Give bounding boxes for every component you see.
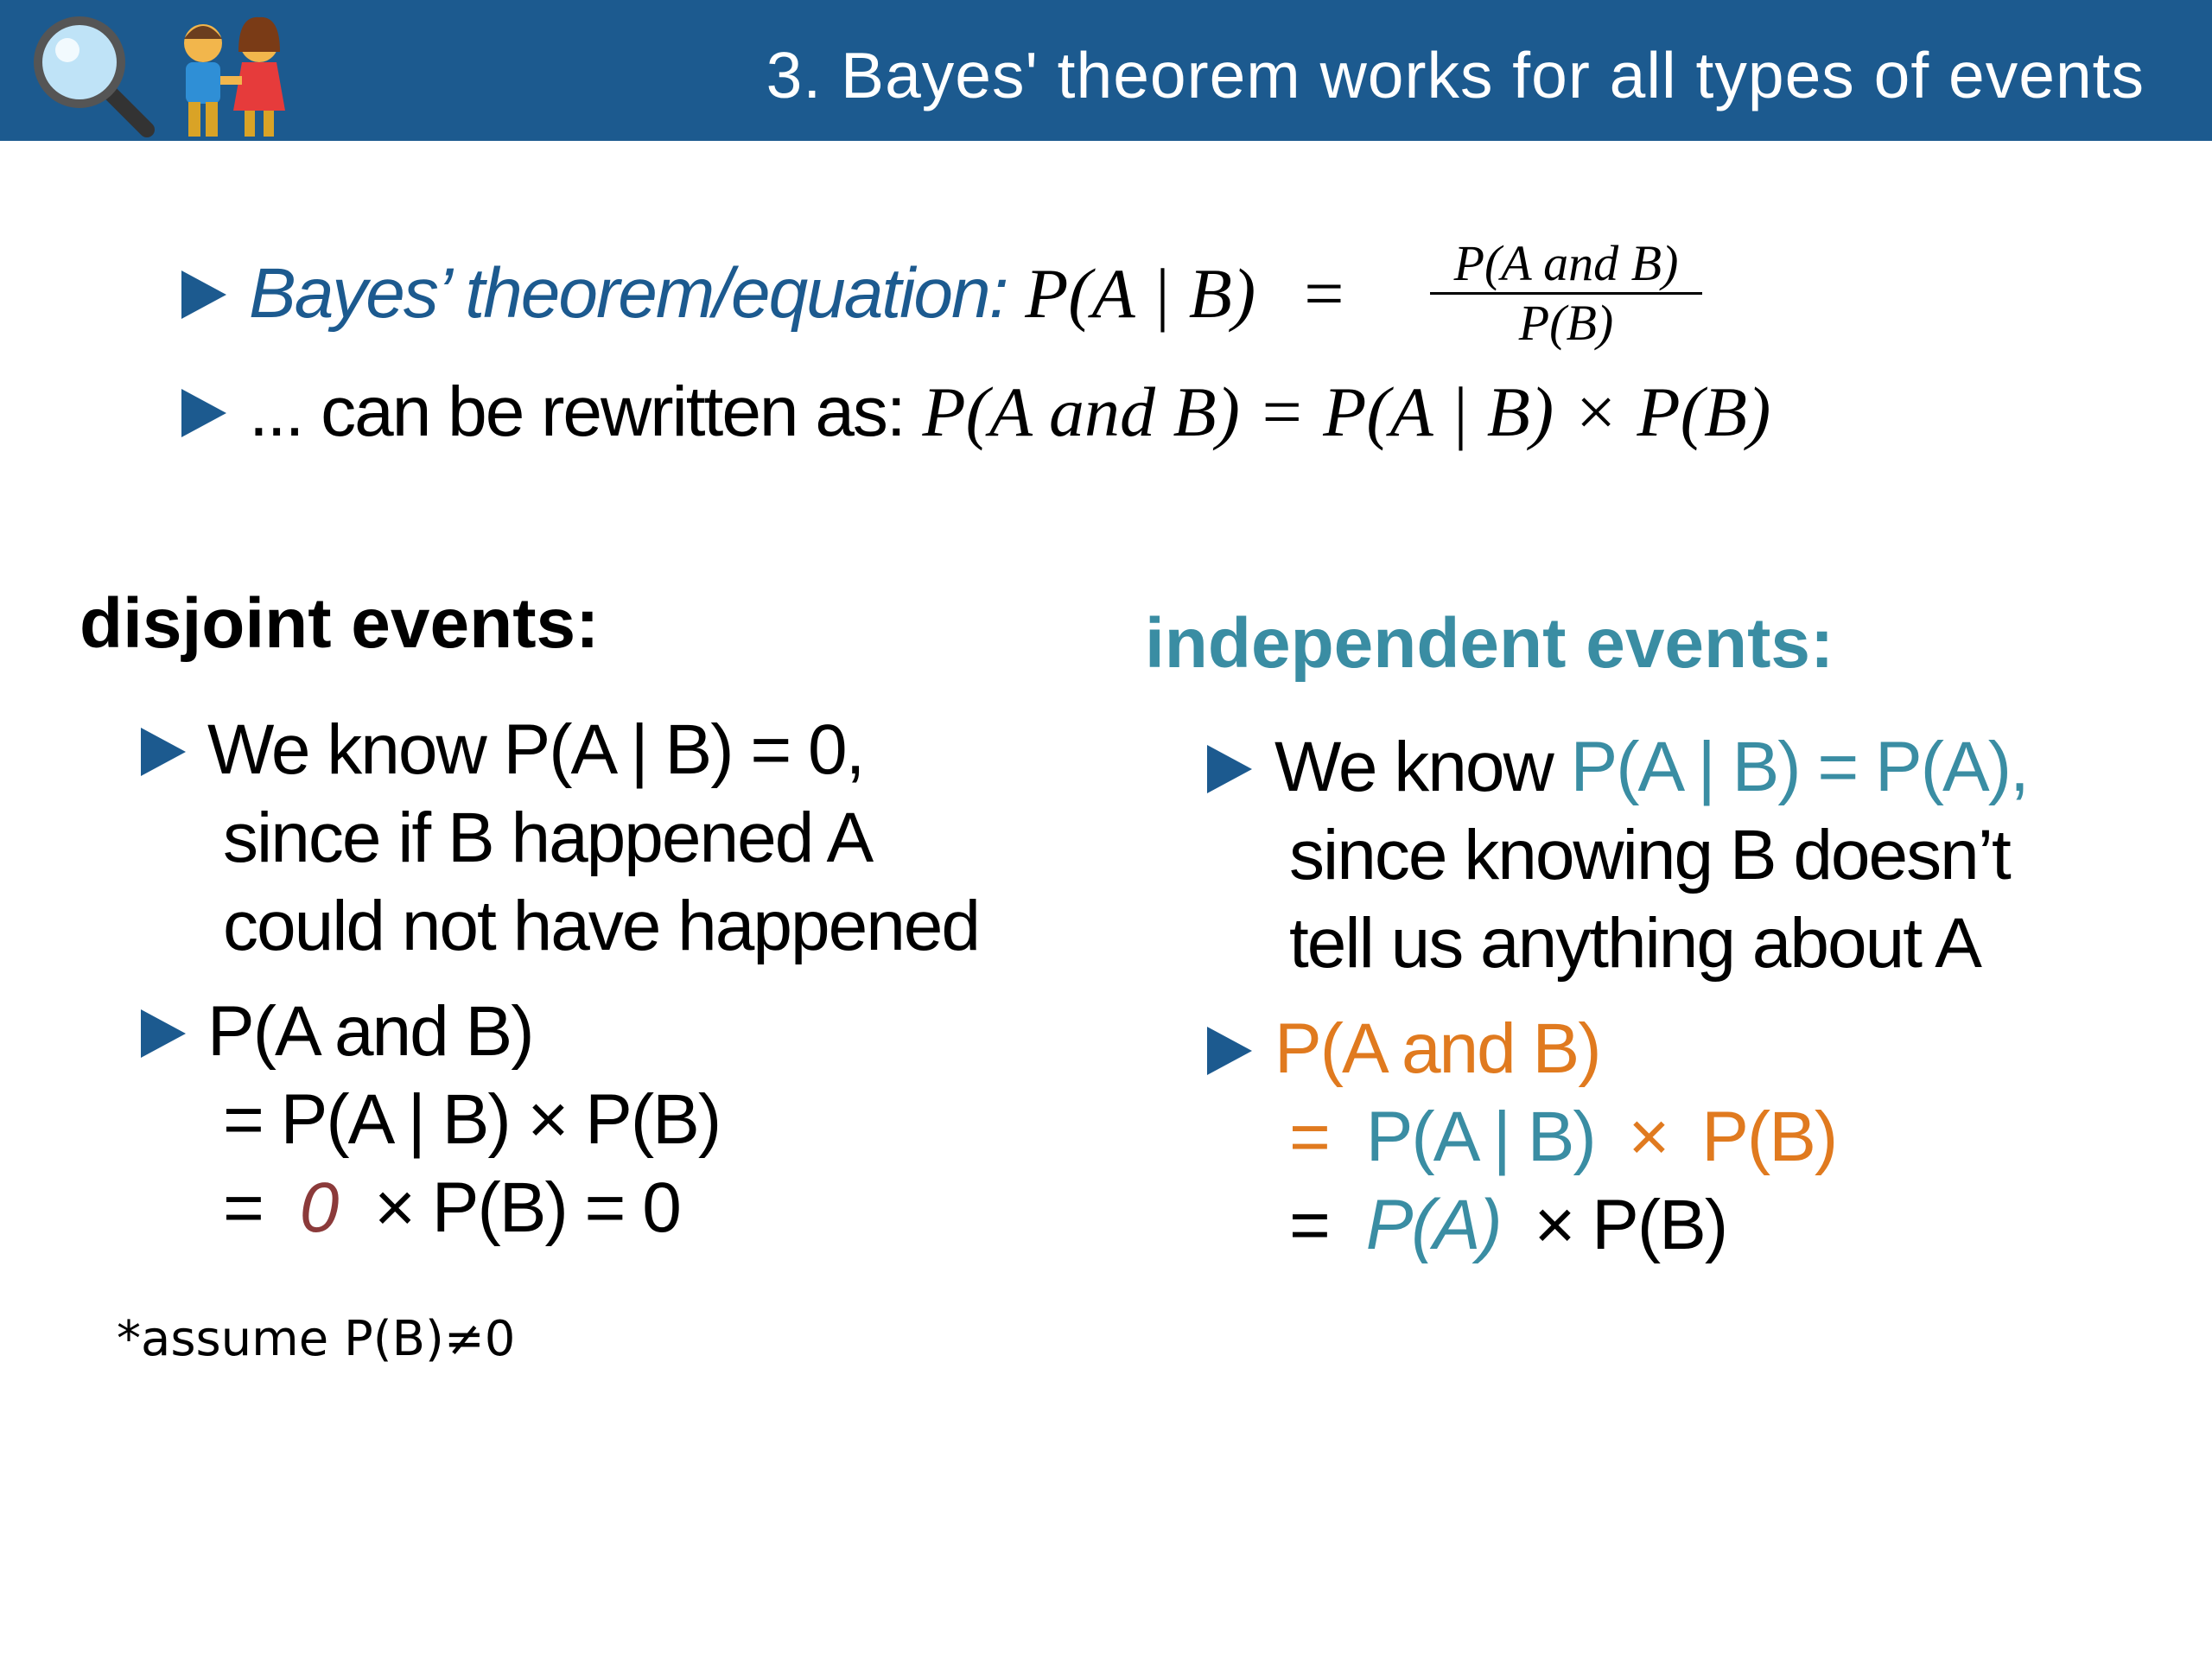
- bullet-marker: [1207, 1027, 1252, 1075]
- independent-b2-line3: [1289, 1182, 1726, 1269]
- independent-eq2: =: [1289, 1186, 1329, 1264]
- disjoint-zero: 0: [299, 1168, 338, 1247]
- magnifier-icon: [38, 21, 147, 130]
- disjoint-heading: disjoint events:: [79, 584, 600, 663]
- independent-b1-line3: tell us anything about A: [1289, 904, 1980, 983]
- rewritten-label: ... can be rewritten as:: [249, 372, 905, 451]
- disjoint-b1-line1: We know P(A | B) = 0,: [207, 710, 864, 789]
- bullet-marker: [1207, 745, 1252, 793]
- independent-pb: P(B): [1701, 1098, 1837, 1176]
- independent-b2-line1: P(A and B): [1274, 1009, 1600, 1088]
- disjoint-b1-line3: could not have happened: [223, 887, 980, 965]
- independent-times: ×: [1628, 1098, 1669, 1176]
- fraction-denominator: P(B): [1518, 295, 1614, 351]
- bayes-equals: =: [1299, 254, 1348, 333]
- slide-header: [0, 0, 2212, 141]
- bullet-marker: [141, 1009, 186, 1058]
- disjoint-result: × P(B) = 0: [374, 1168, 680, 1247]
- independent-rest: × P(B): [1534, 1186, 1727, 1264]
- bayes-equation-line: [249, 251, 1347, 337]
- independent-pab: P(A | B): [1365, 1098, 1595, 1176]
- disjoint-b2-line3: [223, 1165, 680, 1251]
- independent-b1-line2: since knowing B doesn’t: [1289, 816, 2010, 894]
- couple-icon: [184, 17, 285, 137]
- header-icons: [26, 9, 302, 138]
- independent-pa: P(A): [1365, 1186, 1501, 1264]
- independent-heading: independent events:: [1145, 604, 1834, 683]
- disjoint-b2-line1: P(A and B): [207, 992, 533, 1071]
- bayes-fraction: [1430, 235, 1702, 352]
- slide-title: 3. Bayes' theorem works for all types of events: [766, 39, 2145, 111]
- disjoint-b1-line2: since if B happened A: [223, 799, 873, 877]
- rewritten-math: P(A and B) = P(A | B) × P(B): [922, 372, 1771, 451]
- independent-b2-line2: [1289, 1094, 1836, 1181]
- disjoint-b2-line2: = P(A | B) × P(B): [223, 1080, 721, 1159]
- bayes-label: Bayes’ theorem/equation:: [249, 254, 1007, 333]
- we-know-label: We know: [1274, 728, 1553, 806]
- bullet-marker: [181, 389, 226, 437]
- rewritten-line: [249, 369, 1770, 455]
- disjoint-eq: =: [223, 1168, 263, 1247]
- independent-b1-line1: [1274, 724, 2028, 811]
- bullet-marker: [181, 270, 226, 319]
- independent-b1-formula: P(A | B) = P(A),: [1570, 728, 2028, 806]
- bayes-lhs: P(A | B): [1025, 254, 1256, 333]
- fraction-numerator: P(A and B): [1430, 235, 1702, 295]
- bullet-marker: [141, 728, 186, 776]
- footnote: *assume P(B)≠0: [117, 1311, 516, 1367]
- independent-eq: =: [1289, 1098, 1329, 1176]
